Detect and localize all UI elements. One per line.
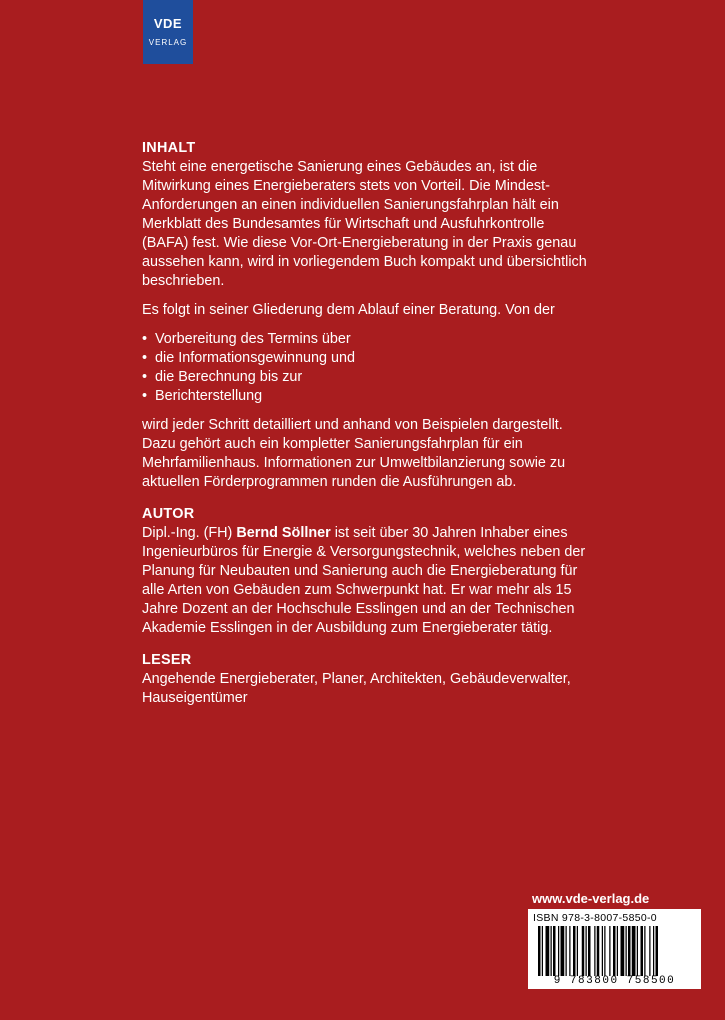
inhalt-paragraph-1: Steht eine energetische Sanierung eines Gebäudes an, ist die Mitwirkung eines Energieberaters stets von Vorteil. Die Mindest-Anforderungen an einen individuellen Sanierungsfahrplan hält ein Merkblatt des Bundesamtes für Wirtschaft und Ausfuhrkontrolle (BAFA) fest. Wie diese Vor-Ort-Energieberatung in der Praxis genau aussehen kann, wird in vorliegendem Buch kompakt und übersichtlich beschrieben. [142,159,587,289]
vde-verlag-logo [143,0,193,64]
list-item: • die Berechnung bis zur [142,368,587,387]
autor-paragraph [142,524,587,638]
author-name: Bernd Söllner [236,525,331,541]
inhalt-paragraph-3: wird jeder Schritt detailliert und anhand von Beispielen dargestellt. Dazu gehört auch ein kompletter Sanierungsfahrplan für ein Mehrfamilienhaus. Informationen zur Umweltbilanzierung sowie zu aktuellen Förderprogrammen runden die Ausführungen ab. [142,417,566,490]
leser-heading: LESER [142,652,192,668]
list-item: • die Informationsgewinnung und [142,349,587,368]
inhalt-bullet-list [142,330,587,406]
isbn-barcode [528,909,701,989]
isbn-text: ISBN 978-3-8007-5850-0 [533,912,657,924]
autor-heading: AUTOR [142,506,195,522]
publisher-url: www.vde-verlag.de [532,891,650,906]
barcode-digits: 9 783800 758500 [553,975,676,987]
inhalt-heading: INHALT [142,140,196,156]
list-item: • Berichterstellung [142,387,587,406]
leser-paragraph: Angehende Energieberater, Planer, Architekten, Gebäudeverwalter, Hauseigentümer [142,671,571,706]
list-item: • Vorbereitung des Termins über [142,330,587,349]
back-cover-text [142,139,587,708]
barcode-icon [538,926,691,976]
inhalt-paragraph-2: Es folgt in seiner Gliederung dem Ablauf einer Beratung. Von der [142,302,555,318]
autor-text: ist seit über 30 Jahren Inhaber eines Ingenieurbüros für Energie & Versorgungstechnik, welches neben der Planung für Neubauten und Sanierung auch die Energieberatung für alle Arten von Gebäuden zum Schwerpunkt hat. Er war mehr als 15 Jahre Dozent an der Hochschule Esslingen und an der Technischen Akademie Esslingen in der Ausbildung zum Energieberater tätig. [142,525,586,636]
autor-prefix: Dipl.-Ing. (FH) [142,525,237,541]
logo-main-text: VDE [153,16,183,31]
logo-sub-text: VERLAG [148,38,188,47]
